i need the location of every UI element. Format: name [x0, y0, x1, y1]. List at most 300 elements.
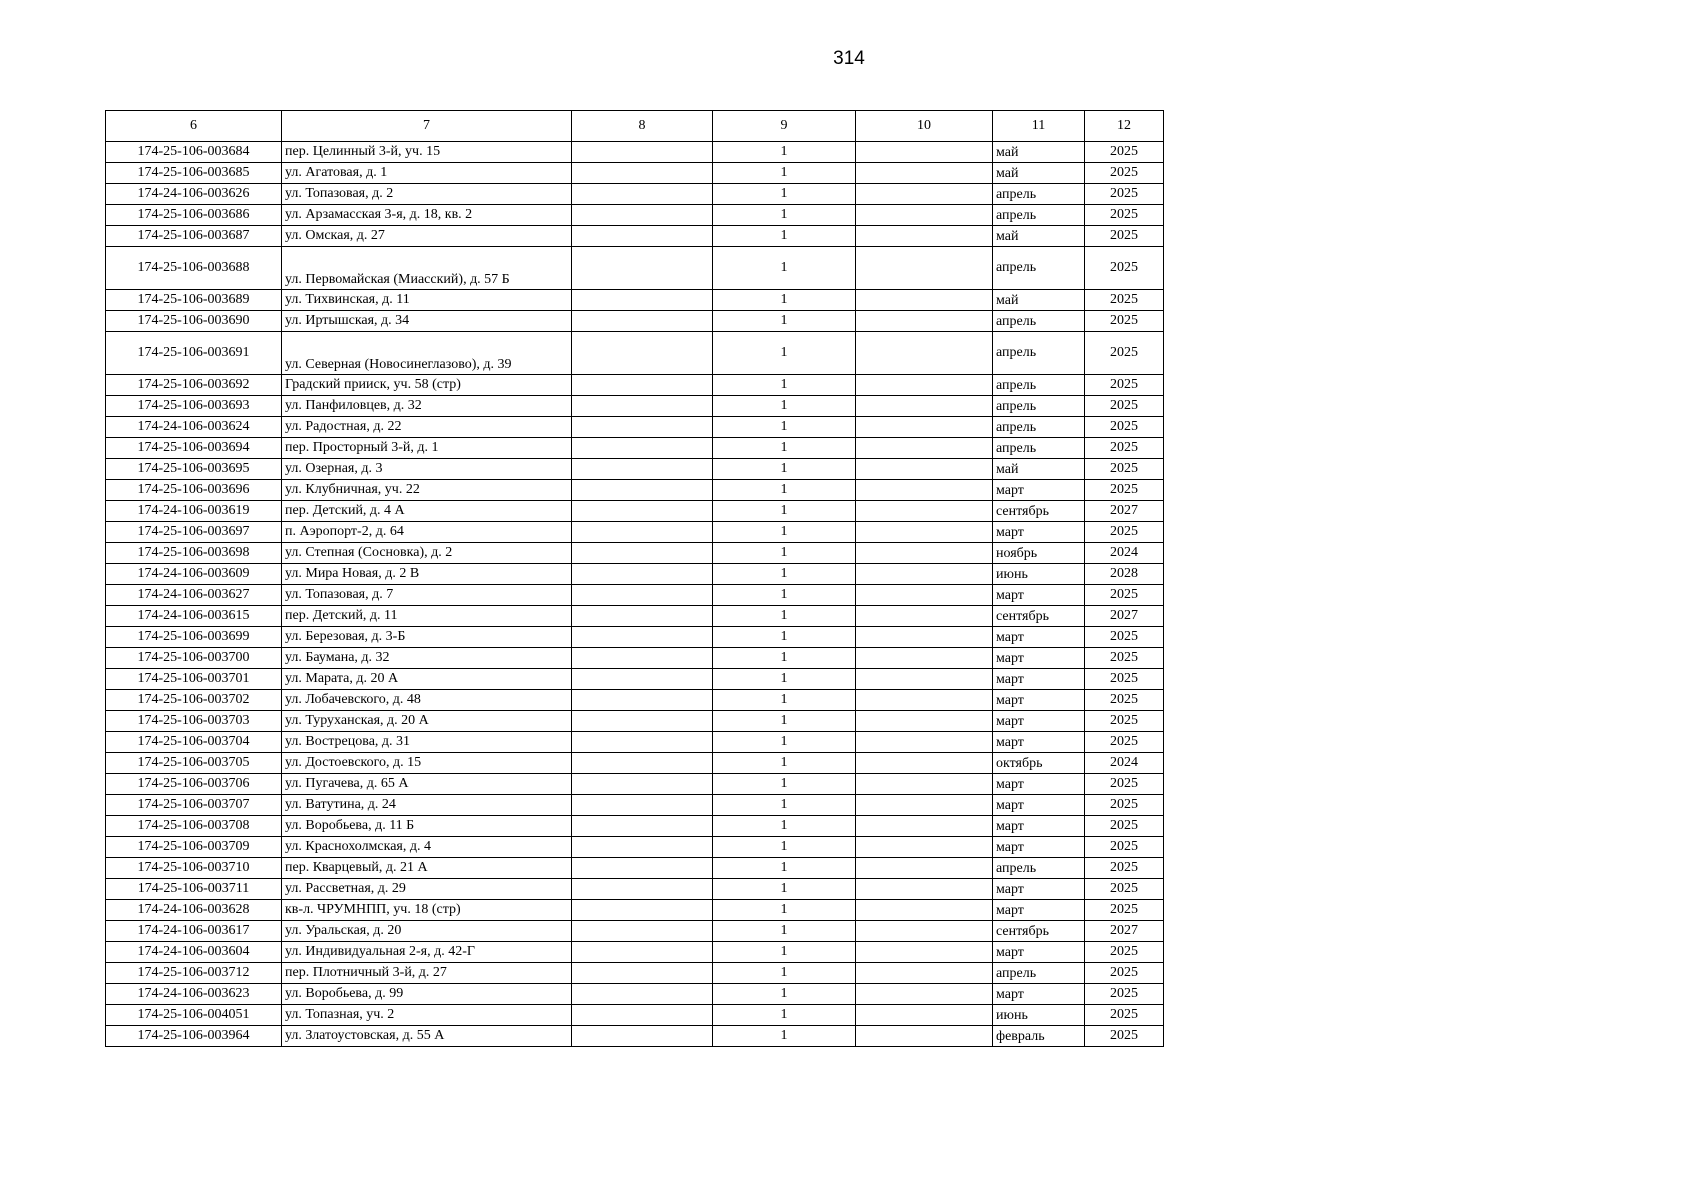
cell-code: 174-25-106-003685: [106, 163, 282, 184]
cell-address: ул. Арзамасская 3-я, д. 18, кв. 2: [282, 205, 572, 226]
cell-address: ул. Златоустовская, д. 55 А: [282, 1026, 572, 1047]
cell-col9: 1: [713, 921, 856, 942]
cell-col9: 1: [713, 501, 856, 522]
cell-year: 2025: [1085, 1026, 1164, 1047]
table-row: [106, 375, 1164, 396]
cell-col10: [856, 690, 993, 711]
cell-col10: [856, 816, 993, 837]
cell-address: ул. Воробьева, д. 11 Б: [282, 816, 572, 837]
cell-col9: 1: [713, 606, 856, 627]
table-row: [106, 942, 1164, 963]
cell-year: 2025: [1085, 311, 1164, 332]
cell-col9: 1: [713, 396, 856, 417]
cell-year: 2025: [1085, 690, 1164, 711]
cell-month: март: [993, 627, 1085, 648]
table-row: [106, 332, 1164, 375]
cell-code: 174-25-106-003691: [106, 332, 282, 375]
cell-col9: 1: [713, 711, 856, 732]
cell-address: ул. Вострецова, д. 31: [282, 732, 572, 753]
cell-month: март: [993, 816, 1085, 837]
cell-month: март: [993, 480, 1085, 501]
cell-year: 2025: [1085, 332, 1164, 375]
table-row: [106, 142, 1164, 163]
cell-col10: [856, 247, 993, 290]
cell-year: 2025: [1085, 226, 1164, 247]
cell-col8: [572, 438, 713, 459]
cell-month: март: [993, 711, 1085, 732]
cell-col10: [856, 984, 993, 1005]
cell-year: 2025: [1085, 522, 1164, 543]
cell-col10: [856, 522, 993, 543]
cell-col8: [572, 900, 713, 921]
table-row: [106, 226, 1164, 247]
cell-year: 2025: [1085, 205, 1164, 226]
cell-month: апрель: [993, 858, 1085, 879]
table-row: [106, 858, 1164, 879]
table-row: [106, 879, 1164, 900]
cell-address: ул. Топазная, уч. 2: [282, 1005, 572, 1026]
cell-month: март: [993, 669, 1085, 690]
cell-address: ул. Уральская, д. 20: [282, 921, 572, 942]
cell-col9: 1: [713, 142, 856, 163]
cell-year: 2027: [1085, 501, 1164, 522]
cell-col10: [856, 900, 993, 921]
cell-col9: 1: [713, 564, 856, 585]
cell-col9: 1: [713, 459, 856, 480]
cell-col9: 1: [713, 311, 856, 332]
cell-address: Градский прииск, уч. 58 (стр): [282, 375, 572, 396]
cell-month: март: [993, 648, 1085, 669]
cell-month: апрель: [993, 396, 1085, 417]
cell-col9: 1: [713, 879, 856, 900]
cell-col9: 1: [713, 290, 856, 311]
cell-col8: [572, 417, 713, 438]
cell-address: ул. Северная (Новосинеглазово), д. 39: [282, 332, 572, 375]
cell-code: 174-25-106-003964: [106, 1026, 282, 1047]
cell-code: 174-24-106-003609: [106, 564, 282, 585]
cell-code: 174-24-106-003624: [106, 417, 282, 438]
cell-month: март: [993, 879, 1085, 900]
cell-code: 174-25-106-003706: [106, 774, 282, 795]
cell-address: ул. Иртышская, д. 34: [282, 311, 572, 332]
cell-col9: 1: [713, 753, 856, 774]
table-row: [106, 921, 1164, 942]
cell-code: 174-25-106-003696: [106, 480, 282, 501]
cell-code: 174-25-106-003707: [106, 795, 282, 816]
cell-col10: [856, 205, 993, 226]
cell-col9: 1: [713, 480, 856, 501]
cell-code: 174-25-106-003688: [106, 247, 282, 290]
table-row: [106, 585, 1164, 606]
cell-code: 174-25-106-003693: [106, 396, 282, 417]
cell-month: май: [993, 459, 1085, 480]
cell-col8: [572, 711, 713, 732]
cell-code: 174-25-106-003692: [106, 375, 282, 396]
cell-address: ул. Агатовая, д. 1: [282, 163, 572, 184]
cell-year: 2025: [1085, 942, 1164, 963]
cell-code: 174-25-106-003686: [106, 205, 282, 226]
cell-col8: [572, 795, 713, 816]
cell-year: 2025: [1085, 247, 1164, 290]
cell-month: май: [993, 226, 1085, 247]
cell-address: ул. Радостная, д. 22: [282, 417, 572, 438]
table-row: [106, 606, 1164, 627]
table-row: [106, 290, 1164, 311]
cell-col10: [856, 732, 993, 753]
cell-address: ул. Воробьева, д. 99: [282, 984, 572, 1005]
cell-year: 2024: [1085, 543, 1164, 564]
table-row: [106, 522, 1164, 543]
cell-year: 2024: [1085, 753, 1164, 774]
cell-year: 2025: [1085, 1005, 1164, 1026]
cell-month: март: [993, 984, 1085, 1005]
cell-col9: 1: [713, 984, 856, 1005]
cell-col10: [856, 438, 993, 459]
cell-col9: 1: [713, 963, 856, 984]
table-row: [106, 480, 1164, 501]
cell-year: 2025: [1085, 879, 1164, 900]
cell-year: 2028: [1085, 564, 1164, 585]
column-header: 10: [856, 111, 993, 142]
cell-year: 2025: [1085, 375, 1164, 396]
cell-code: 174-24-106-003623: [106, 984, 282, 1005]
cell-address: ул. Топазовая, д. 2: [282, 184, 572, 205]
cell-col10: [856, 858, 993, 879]
cell-col9: 1: [713, 837, 856, 858]
cell-col8: [572, 753, 713, 774]
cell-col9: 1: [713, 627, 856, 648]
cell-col8: [572, 290, 713, 311]
cell-code: 174-25-106-003689: [106, 290, 282, 311]
table-row: [106, 837, 1164, 858]
cell-code: 174-24-106-003628: [106, 900, 282, 921]
cell-col10: [856, 669, 993, 690]
cell-col10: [856, 396, 993, 417]
table-row: [106, 247, 1164, 290]
cell-month: март: [993, 795, 1085, 816]
table-row: [106, 711, 1164, 732]
cell-col8: [572, 184, 713, 205]
cell-col8: [572, 732, 713, 753]
cell-year: 2025: [1085, 774, 1164, 795]
cell-month: февраль: [993, 1026, 1085, 1047]
cell-col8: [572, 247, 713, 290]
cell-address: ул. Березовая, д. 3-Б: [282, 627, 572, 648]
cell-code: 174-24-106-003627: [106, 585, 282, 606]
cell-col10: [856, 142, 993, 163]
cell-col9: 1: [713, 648, 856, 669]
cell-col8: [572, 1026, 713, 1047]
cell-col8: [572, 375, 713, 396]
column-header: 12: [1085, 111, 1164, 142]
cell-address: пер. Детский, д. 4 А: [282, 501, 572, 522]
cell-col9: 1: [713, 795, 856, 816]
cell-address: п. Аэропорт-2, д. 64: [282, 522, 572, 543]
cell-col10: [856, 564, 993, 585]
column-header: 6: [106, 111, 282, 142]
cell-col8: [572, 543, 713, 564]
cell-col9: 1: [713, 1026, 856, 1047]
cell-col10: [856, 311, 993, 332]
cell-month: март: [993, 942, 1085, 963]
cell-code: 174-25-106-003700: [106, 648, 282, 669]
table-row: [106, 396, 1164, 417]
cell-code: 174-25-106-003690: [106, 311, 282, 332]
cell-address: ул. Рассветная, д. 29: [282, 879, 572, 900]
cell-year: 2025: [1085, 459, 1164, 480]
cell-month: апрель: [993, 375, 1085, 396]
table-row: [106, 311, 1164, 332]
table-row: [106, 1026, 1164, 1047]
cell-col10: [856, 711, 993, 732]
cell-col8: [572, 501, 713, 522]
cell-col9: 1: [713, 942, 856, 963]
column-header: 9: [713, 111, 856, 142]
cell-address: ул. Топазовая, д. 7: [282, 585, 572, 606]
cell-code: 174-25-106-003699: [106, 627, 282, 648]
cell-col9: 1: [713, 247, 856, 290]
cell-code: 174-25-106-003708: [106, 816, 282, 837]
cell-col8: [572, 163, 713, 184]
cell-col8: [572, 690, 713, 711]
cell-col8: [572, 396, 713, 417]
cell-col9: 1: [713, 669, 856, 690]
cell-col10: [856, 753, 993, 774]
cell-col10: [856, 837, 993, 858]
cell-address: ул. Степная (Сосновка), д. 2: [282, 543, 572, 564]
cell-month: апрель: [993, 184, 1085, 205]
cell-col10: [856, 332, 993, 375]
cell-code: 174-25-106-003710: [106, 858, 282, 879]
cell-col9: 1: [713, 375, 856, 396]
column-header: 11: [993, 111, 1085, 142]
cell-code: 174-25-106-003694: [106, 438, 282, 459]
cell-month: июнь: [993, 564, 1085, 585]
cell-year: 2025: [1085, 417, 1164, 438]
cell-address: ул. Марата, д. 20 А: [282, 669, 572, 690]
table-row: [106, 795, 1164, 816]
cell-col8: [572, 984, 713, 1005]
cell-col8: [572, 648, 713, 669]
cell-code: 174-25-106-003703: [106, 711, 282, 732]
cell-year: 2025: [1085, 711, 1164, 732]
column-header: 7: [282, 111, 572, 142]
cell-address: пер. Кварцевый, д. 21 А: [282, 858, 572, 879]
cell-year: 2025: [1085, 184, 1164, 205]
cell-col9: 1: [713, 900, 856, 921]
cell-col9: 1: [713, 163, 856, 184]
cell-col9: 1: [713, 774, 856, 795]
cell-col8: [572, 774, 713, 795]
cell-col9: 1: [713, 816, 856, 837]
cell-address: ул. Панфиловцев, д. 32: [282, 396, 572, 417]
cell-col10: [856, 585, 993, 606]
cell-col8: [572, 205, 713, 226]
cell-col8: [572, 942, 713, 963]
cell-address: пер. Просторный 3-й, д. 1: [282, 438, 572, 459]
cell-year: 2025: [1085, 837, 1164, 858]
cell-address: ул. Озерная, д. 3: [282, 459, 572, 480]
cell-col8: [572, 837, 713, 858]
cell-col10: [856, 480, 993, 501]
cell-code: 174-24-106-003615: [106, 606, 282, 627]
cell-col8: [572, 921, 713, 942]
table-body: [106, 142, 1164, 1047]
table-row: [106, 732, 1164, 753]
cell-col10: [856, 648, 993, 669]
table-row: [106, 205, 1164, 226]
cell-col8: [572, 585, 713, 606]
table-row: [106, 627, 1164, 648]
cell-month: июнь: [993, 1005, 1085, 1026]
cell-year: 2025: [1085, 163, 1164, 184]
cell-col8: [572, 142, 713, 163]
cell-address: ул. Первомайская (Миасский), д. 57 Б: [282, 247, 572, 290]
table-row: [106, 417, 1164, 438]
cell-col8: [572, 459, 713, 480]
cell-address: кв-л. ЧРУМНПП, уч. 18 (стр): [282, 900, 572, 921]
cell-year: 2025: [1085, 795, 1164, 816]
cell-col8: [572, 627, 713, 648]
cell-month: апрель: [993, 417, 1085, 438]
table-row: [106, 690, 1164, 711]
cell-month: май: [993, 142, 1085, 163]
cell-month: март: [993, 522, 1085, 543]
cell-month: март: [993, 585, 1085, 606]
cell-address: ул. Ватутина, д. 24: [282, 795, 572, 816]
cell-col9: 1: [713, 858, 856, 879]
cell-year: 2025: [1085, 900, 1164, 921]
cell-address: ул. Туруханская, д. 20 А: [282, 711, 572, 732]
cell-col10: [856, 417, 993, 438]
cell-year: 2025: [1085, 648, 1164, 669]
cell-address: ул. Баумана, д. 32: [282, 648, 572, 669]
cell-month: май: [993, 163, 1085, 184]
cell-month: март: [993, 690, 1085, 711]
cell-col10: [856, 459, 993, 480]
cell-year: 2025: [1085, 732, 1164, 753]
cell-col9: 1: [713, 205, 856, 226]
cell-month: октябрь: [993, 753, 1085, 774]
table-row: [106, 543, 1164, 564]
cell-col10: [856, 290, 993, 311]
register-table: [105, 110, 1164, 1047]
cell-year: 2025: [1085, 816, 1164, 837]
cell-col9: 1: [713, 332, 856, 375]
page-number: 314: [833, 48, 865, 69]
cell-year: 2025: [1085, 396, 1164, 417]
header-row: [106, 111, 1164, 142]
cell-month: апрель: [993, 311, 1085, 332]
cell-code: 174-25-106-003697: [106, 522, 282, 543]
cell-year: 2025: [1085, 142, 1164, 163]
cell-address: ул. Индивидуальная 2-я, д. 42-Г: [282, 942, 572, 963]
cell-col9: 1: [713, 522, 856, 543]
cell-col10: [856, 879, 993, 900]
cell-address: ул. Лобачевского, д. 48: [282, 690, 572, 711]
cell-code: 174-25-106-004051: [106, 1005, 282, 1026]
cell-month: март: [993, 774, 1085, 795]
cell-col9: 1: [713, 690, 856, 711]
table-row: [106, 501, 1164, 522]
table-row: [106, 1005, 1164, 1026]
cell-col10: [856, 606, 993, 627]
cell-address: ул. Тихвинская, д. 11: [282, 290, 572, 311]
table-row: [106, 163, 1164, 184]
cell-month: ноябрь: [993, 543, 1085, 564]
cell-code: 174-25-106-003701: [106, 669, 282, 690]
cell-code: 174-24-106-003619: [106, 501, 282, 522]
cell-col8: [572, 879, 713, 900]
cell-address: ул. Омская, д. 27: [282, 226, 572, 247]
table-row: [106, 459, 1164, 480]
cell-col10: [856, 184, 993, 205]
cell-col9: 1: [713, 417, 856, 438]
cell-month: март: [993, 900, 1085, 921]
cell-year: 2025: [1085, 438, 1164, 459]
cell-address: ул. Пугачева, д. 65 А: [282, 774, 572, 795]
table-row: [106, 900, 1164, 921]
cell-col10: [856, 1005, 993, 1026]
table-row: [106, 984, 1164, 1005]
cell-address: ул. Клубничная, уч. 22: [282, 480, 572, 501]
cell-col10: [856, 375, 993, 396]
cell-year: 2025: [1085, 480, 1164, 501]
column-header: 8: [572, 111, 713, 142]
cell-col10: [856, 963, 993, 984]
cell-address: ул. Мира Новая, д. 2 В: [282, 564, 572, 585]
cell-col9: 1: [713, 1005, 856, 1026]
cell-col9: 1: [713, 732, 856, 753]
cell-col8: [572, 816, 713, 837]
cell-col8: [572, 606, 713, 627]
table-row: [106, 648, 1164, 669]
cell-col8: [572, 564, 713, 585]
cell-month: май: [993, 290, 1085, 311]
cell-col8: [572, 858, 713, 879]
table-row: [106, 564, 1164, 585]
cell-code: 174-24-106-003604: [106, 942, 282, 963]
cell-month: апрель: [993, 438, 1085, 459]
cell-month: сентябрь: [993, 921, 1085, 942]
table-row: [106, 184, 1164, 205]
cell-month: апрель: [993, 332, 1085, 375]
cell-year: 2025: [1085, 963, 1164, 984]
cell-col8: [572, 522, 713, 543]
cell-year: 2025: [1085, 984, 1164, 1005]
cell-month: сентябрь: [993, 606, 1085, 627]
cell-code: 174-25-106-003695: [106, 459, 282, 480]
cell-address: пер. Детский, д. 11: [282, 606, 572, 627]
cell-year: 2027: [1085, 921, 1164, 942]
cell-col10: [856, 942, 993, 963]
cell-address: ул. Краснохолмская, д. 4: [282, 837, 572, 858]
cell-col9: 1: [713, 226, 856, 247]
cell-code: 174-25-106-003704: [106, 732, 282, 753]
cell-col9: 1: [713, 543, 856, 564]
cell-year: 2025: [1085, 669, 1164, 690]
cell-month: март: [993, 837, 1085, 858]
table-row: [106, 669, 1164, 690]
cell-month: сентябрь: [993, 501, 1085, 522]
cell-col8: [572, 669, 713, 690]
cell-code: 174-25-106-003698: [106, 543, 282, 564]
cell-year: 2025: [1085, 858, 1164, 879]
cell-col10: [856, 774, 993, 795]
cell-col10: [856, 226, 993, 247]
cell-code: 174-24-106-003626: [106, 184, 282, 205]
cell-code: 174-24-106-003617: [106, 921, 282, 942]
